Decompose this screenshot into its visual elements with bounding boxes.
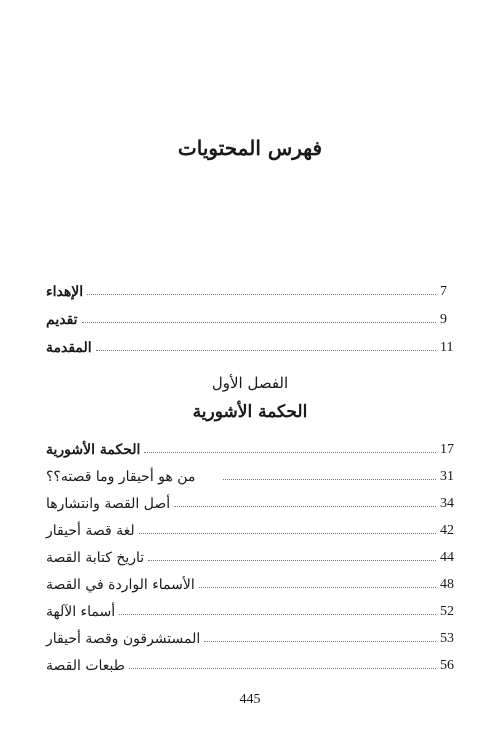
toc-entry-label: أصل القصة وانتشارها [46, 496, 171, 512]
toc-entry-subsection[interactable] [42, 652, 458, 674]
toc-entry-introduction[interactable] [42, 334, 458, 356]
page-title: فهرس المحتويات [177, 136, 323, 160]
toc-entry-label: الحكمة الأشورية [46, 442, 141, 458]
toc-entry-subsection[interactable] [42, 544, 458, 566]
toc-page-number: 17 [440, 442, 454, 457]
toc-entry-subsection[interactable] [42, 490, 458, 512]
toc-entry-label: الإهداء [46, 284, 84, 300]
leader-dots [144, 452, 436, 453]
chapter-label: الفصل الأول [211, 374, 289, 392]
toc-page-number: 42 [440, 523, 454, 538]
leader-dots [119, 614, 436, 615]
toc-entry-label: طبعات القصة [46, 658, 125, 674]
toc-entry-label: المستشرقون وقصة أحيقار [46, 631, 201, 647]
leader-dots [139, 533, 436, 534]
toc-entry-label: المقدمة [46, 340, 92, 356]
toc-page-number: 9 [440, 312, 447, 327]
leader-dots [204, 641, 436, 642]
toc-entry-dedication[interactable] [42, 278, 458, 300]
toc-page-number: 11 [440, 340, 454, 355]
toc-entry-section[interactable] [42, 436, 458, 458]
toc-entry-label: تقديم [46, 312, 78, 328]
leader-dots [148, 560, 436, 561]
leader-dots [174, 506, 436, 507]
leader-dots [199, 587, 436, 588]
toc-entry-subsection[interactable] [42, 625, 458, 647]
toc-entry-preface[interactable] [42, 306, 458, 328]
toc-page-number: 52 [440, 604, 454, 619]
toc-entry-label: تاريخ كتابة القصة [46, 550, 145, 566]
toc-entry-label: لغة قصة أحيقار [46, 523, 135, 539]
toc-entry-label: من هو أحيقار وما قصته؟؟ [46, 469, 196, 485]
leader-dots [82, 322, 436, 323]
toc-entry-label: أسماء الآلهة [46, 604, 116, 620]
folio-page-number: 445 [239, 692, 261, 707]
leader-dots [96, 350, 436, 351]
toc-page-number: 44 [440, 550, 454, 565]
leader-dots [87, 294, 436, 295]
toc-page-number: 31 [440, 469, 454, 484]
leader-dots [223, 479, 436, 480]
toc-page-number: 53 [440, 631, 454, 646]
toc-entry-subsection[interactable] [42, 571, 458, 593]
toc-entry-subsection[interactable] [42, 598, 458, 620]
chapter-title: الحكمة الأشورية [192, 402, 308, 422]
leader-dots [129, 668, 436, 669]
toc-page-number: 7 [440, 284, 447, 299]
toc-page-number: 34 [440, 496, 454, 511]
toc-page-number: 56 [440, 658, 454, 673]
toc-entry-subsection[interactable] [42, 463, 458, 485]
toc-entry-label: الأسماء الواردة في القصة [46, 577, 195, 593]
toc-entry-subsection[interactable] [42, 517, 458, 539]
toc-page-number: 48 [440, 577, 454, 592]
